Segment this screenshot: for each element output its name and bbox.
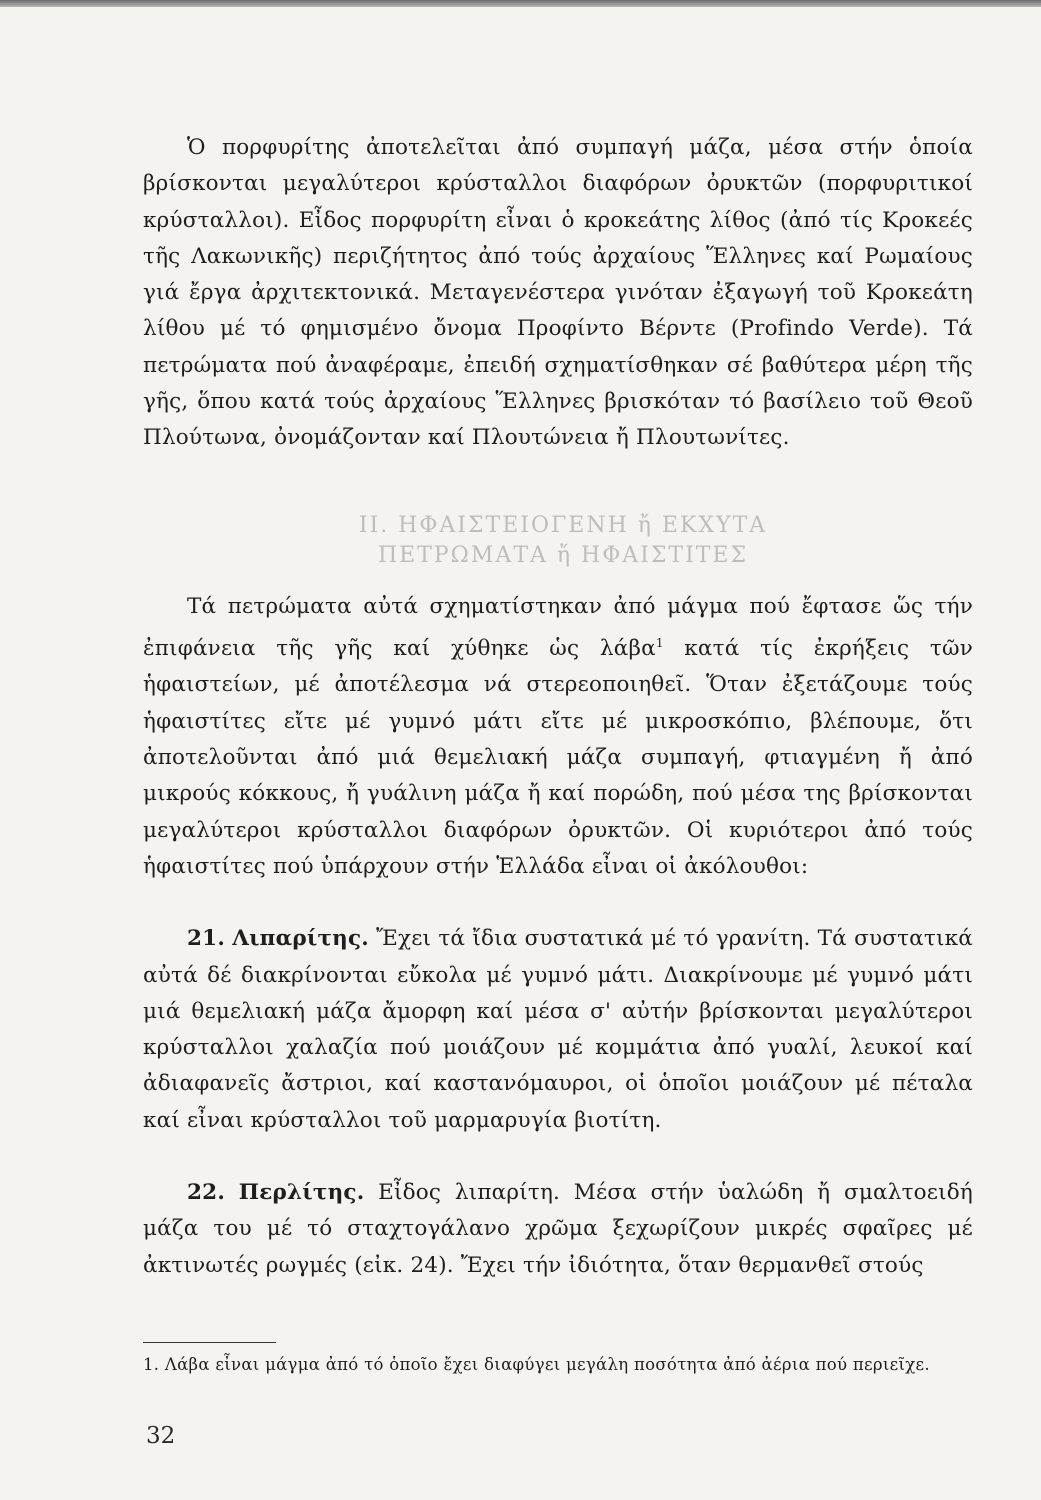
footnote-marker[interactable]: 1 — [655, 635, 664, 650]
entry-21-text: Ἔχει τά ἴδια συστατικά μέ τό γρανίτη. Τά συστατικά αὐτά δέ διακρίνονται εὔκολα μέ γυμνό μάτι. Διακρίνουμε μέ γυμνό μάτι μιά θεμελιακή μάζα ἄμορφη καί μέσα σ' αὐτήν βρίσκονται μεγαλύτεροι κρύσταλλοι χαλαζία πού μοιάζουν μέ κομμάτια ἀπό γυαλί, λευκοί καί ἀδιαφανεῖς ἄστριοι, καί καστανόμαυροι, οἱ ὁποῖοι μοιάζουν μέ πέταλα καί εἶναι κρύσταλλοι τοῦ μαρμαρυγία βιοτίτη. — [143, 926, 973, 1133]
footnote-divider — [143, 1342, 276, 1343]
entry-22-number: 22. — [187, 1179, 226, 1205]
entry-22 — [143, 1175, 973, 1284]
section-heading-line1: ΙΙ. ΗΦΑΙΣΤΕΙΟΓΕΝΗ ἤ ΕΚΧΥΤΑ — [358, 512, 768, 538]
intro-paragraph: Ὁ πορφυρίτης ἀποτελεῖται ἀπό συμπαγή μάζα, μέσα στήν ὁποία βρίσκονται μεγαλύτεροι κρύσταλλοι διαφόρων ὀρυκτῶν (πορφυριτικοί κρύσταλλοι). Εἶδος πορφυρίτη εἶναι ὁ κροκεάτης λίθος (ἀπό τίς Κροκεές τῆς Λακωνικῆς) περιζήτητος ἀπό τούς ἀρχαίους Ἕλληνες καί Ρωμαίους γιά ἔργα ἀρχιτεκτονικά. Μεταγενέστερα γινόταν ἐξαγωγή τοῦ Κροκεάτη λίθου μέ τό φημισμένο ὄνομα Προφίντο Βέρντε (Profindo Verde). Τά πετρώματα πού ἀναφέραμε, ἐπειδή σχηματίσθηκαν σέ βαθύτερα μέρη τῆς γῆς, ὅπου κατά τούς ἀρχαίους Ἕλληνες βρισκόταν τό βασίλειο τοῦ Θεοῦ Πλούτωνα, ὀνομάζονταν καί Πλουτώνεια ἤ Πλουτωνίτες. — [143, 135, 973, 451]
entry-21 — [143, 921, 973, 1139]
entry-22-term: Περλίτης. — [238, 1179, 365, 1205]
entry-22-text: Εἶδος λιπαρίτη. Μέσα στήν ὑαλώδη ἤ σμαλτοειδή μάζα του μέ τό σταχτογάλανο χρῶμα ξεχωρίζουν μικρές σφαῖρες μέ ἀκτινωτές ρωγμές (εἰκ. 24). Ἔχει τήν ἰδιότητα, ὅταν θερμανθεῖ στούς — [143, 1179, 974, 1278]
entry-21-number: 21. — [187, 926, 226, 952]
footnote: 1. Λάβα εἶναι μάγμα ἀπό τό ὁποῖο ἔχει διαφύγει μεγάλη ποσότητα ἀπό ἀέρια πού περιεῖχε. — [143, 1354, 930, 1374]
entry-21-term: Λιπαρίτης. — [232, 926, 369, 952]
page-number: 32 — [146, 1423, 176, 1449]
section-heading-line2: ΠΕΤΡΩΜΑΤΑ ἤ ΗΦΑΙΣΤΙΤΕΣ — [377, 542, 749, 568]
section-paragraph — [143, 589, 973, 886]
section-paragraph-part2: κατά τίς ἐκρήξεις τῶν ἡφαιστείων, μέ ἀποτέλεσμα νά στερεοποιηθεῖ. Ὅταν ἐξετάζουμε τούς ἡφαιστίτες εἴτε μέ γυμνό μάτι εἴτε μέ μικροσκόπιο, βλέπουμε, ὅτι ἀποτελοῦνται ἀπό μιά θεμελιακή μάζα συμπαγή, φτιαγμένη ἤ ἀπό μικρούς κόκκους, ἤ γυάλινη μάζα ἤ καί πορώδη, πού μέσα της βρίσκονται μεγαλύτεροι κρύσταλλοι διαφόρων ὀρυκτῶν. Οἱ κυριότεροι ἀπό τούς ἡφαιστίτες πού ὑπάρχουν στήν Ἑλλάδα εἶναι οἱ ἀκόλουθοι: — [143, 636, 973, 879]
section-paragraph-part1: Τά πετρώματα αὐτά σχηματίστηκαν ἀπό μάγμα πού ἔφτασε ὥς τήν ἐπιφάνεια τῆς γῆς καί χύθηκε ὡς λάβα — [143, 593, 973, 662]
scan-top-edge — [0, 0, 1041, 7]
page-body — [143, 130, 973, 1377]
section-heading — [143, 511, 973, 571]
